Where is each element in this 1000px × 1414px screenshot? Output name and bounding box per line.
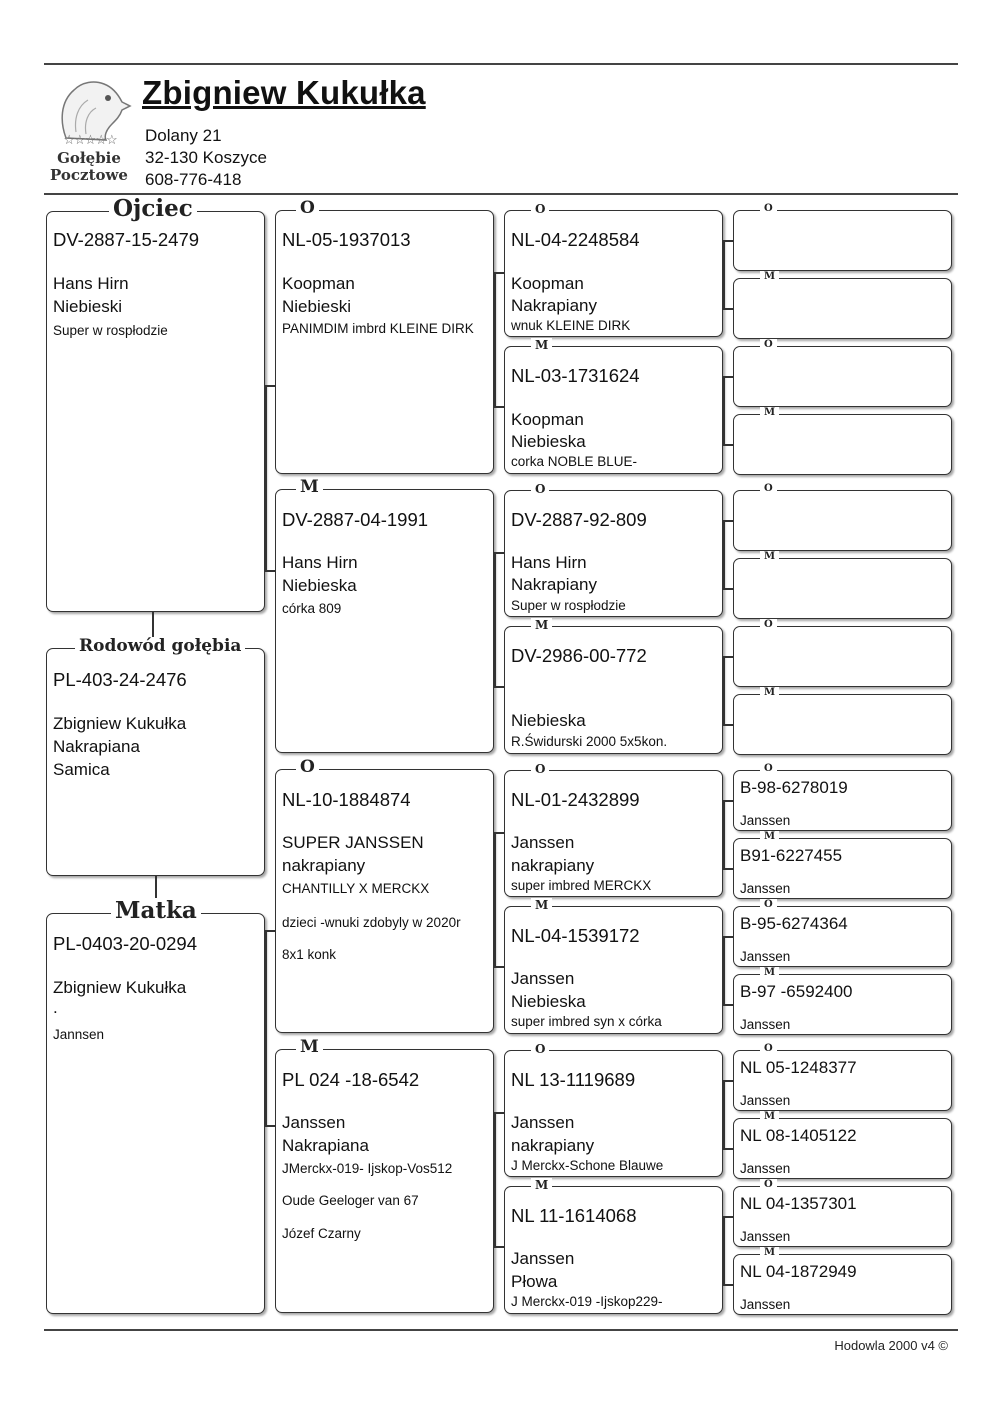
- logo-text-line1: Gołębie: [57, 149, 121, 167]
- sex-label-o: O: [760, 899, 777, 911]
- g3-box-mff: [504, 762, 723, 897]
- mother-note: Jannsen: [53, 1027, 105, 1042]
- ring: NL-04-1539172: [511, 925, 640, 946]
- ring: DV-2986-00-772: [511, 645, 647, 666]
- note: PANIMDIM imbrd KLEINE DIRK: [282, 321, 474, 336]
- ring: NL 05-1248377: [740, 1058, 857, 1077]
- bracket-line: [494, 686, 504, 688]
- ring: NL 13-1119689: [511, 1069, 636, 1090]
- color: Niebieska: [511, 992, 586, 1011]
- g4-box: [733, 831, 952, 899]
- g4-box: [733, 483, 952, 551]
- footer-rule: [44, 1329, 958, 1331]
- note: super imbred syn x córka: [511, 1014, 662, 1029]
- breeder: Hans Hirn: [282, 553, 358, 572]
- sex-label-m: M: [760, 687, 779, 699]
- note: Janssen: [740, 1161, 791, 1176]
- color: nakrapiany: [511, 856, 595, 875]
- sex-label-o: O: [531, 202, 549, 216]
- rating-stars: ☆☆☆☆☆: [63, 132, 117, 147]
- g4-box: [733, 271, 952, 339]
- father-box: [46, 195, 265, 612]
- sex-label-o: O: [531, 482, 549, 496]
- top-rule: [44, 63, 958, 65]
- g3-box-fmf: [504, 482, 723, 617]
- g4-box: [733, 407, 952, 475]
- note: J Merckx-Schone Blauwe: [511, 1158, 664, 1173]
- sex-label-m: M: [531, 618, 552, 632]
- ring: B-97 -6592400: [740, 982, 853, 1001]
- note-3: Józef Czarny: [282, 1226, 361, 1241]
- sex-label-m: M: [296, 478, 323, 496]
- bracket-line: [723, 376, 725, 444]
- bracket-line: [265, 385, 267, 570]
- g4-box: [733, 899, 952, 967]
- note: córka 809: [282, 601, 342, 616]
- ring: DV-2887-92-809: [511, 509, 647, 530]
- mother-ring: PL-0403-20-0294: [53, 933, 197, 954]
- bracket-line: [494, 1112, 504, 1114]
- breeder: Koopman: [511, 274, 584, 293]
- bracket-line: [265, 1125, 275, 1127]
- breeder: Janssen: [511, 1113, 575, 1132]
- note: R.Świdurski 2000 5x5kon.: [511, 734, 668, 749]
- bracket-line: [723, 656, 725, 724]
- sex-label-o: O: [760, 203, 777, 215]
- note: Janssen: [740, 1093, 791, 1108]
- subject-box: [46, 636, 265, 876]
- ring: NL 04-1872949: [740, 1262, 857, 1281]
- bracket-line: [494, 552, 496, 686]
- subject-breeder: Zbigniew Kukułka: [53, 714, 187, 733]
- owner-phone: 608-776-418: [145, 170, 242, 189]
- owner-address-street: Dolany 21: [145, 126, 222, 145]
- note-2: Oude Geeloger van 67: [282, 1193, 419, 1208]
- note: Janssen: [740, 1229, 791, 1244]
- sire-sire-box: [275, 198, 494, 474]
- ring: NL 04-1357301: [740, 1194, 857, 1213]
- color: Niebieski: [282, 297, 351, 316]
- mother-label: Matka: [111, 898, 201, 924]
- bracket-line: [723, 444, 733, 446]
- sex-label-o: O: [296, 758, 319, 776]
- bracket-line: [723, 800, 725, 868]
- sex-label-o: O: [296, 199, 319, 217]
- dam-sire-box: [275, 757, 494, 1033]
- color: Nakrapiany: [511, 575, 597, 594]
- g4-box: [733, 339, 952, 407]
- note: Super w rospłodzie: [511, 598, 626, 613]
- note: Janssen: [740, 881, 791, 896]
- color: Nakrapiany: [511, 296, 597, 315]
- bracket-line: [494, 1112, 496, 1246]
- ring: PL 024 -18-6542: [282, 1069, 420, 1090]
- footer-credit: Hodowla 2000 v4 ©: [834, 1338, 948, 1353]
- sex-label-m: M: [760, 271, 779, 283]
- ring: NL-01-2432899: [511, 789, 640, 810]
- note: wnuk KLEINE DIRK: [511, 318, 631, 333]
- mother-box: [46, 897, 265, 1314]
- ring: B-95-6274364: [740, 914, 848, 933]
- father-label: Ojciec: [109, 196, 197, 222]
- note-3: 8x1 konk: [282, 947, 337, 962]
- g4-box: [733, 203, 952, 271]
- bracket-line: [723, 936, 733, 938]
- bracket-line: [723, 800, 733, 802]
- sex-label-m: M: [760, 831, 779, 843]
- g4-box: [733, 687, 952, 755]
- g4-box: [733, 1247, 952, 1315]
- sex-label-o: O: [531, 1042, 549, 1056]
- father-note: Super w rospłodzie: [53, 323, 168, 338]
- ring: NL-05-1937013: [282, 229, 411, 250]
- note-2: dzieci -wnuki zdobyly w 2020r: [282, 915, 461, 930]
- note: JMerckx-019- Ijskop-Vos512: [282, 1161, 453, 1176]
- color: Nakrapiana: [282, 1136, 369, 1155]
- sex-label-m: M: [760, 1247, 779, 1259]
- g3-box-ffm: [504, 338, 723, 474]
- father-color: Niebieski: [53, 297, 122, 316]
- note: CHANTILLY X MERCKX: [282, 881, 430, 896]
- bracket-line: [265, 930, 267, 1125]
- mother-breeder: Zbigniew Kukułka: [53, 978, 187, 997]
- color: Niebieska: [282, 576, 357, 595]
- sire-dam-box: [275, 477, 494, 753]
- note: J Merckx-019 -Ijskop229-: [511, 1294, 663, 1309]
- bracket-line: [723, 1284, 733, 1286]
- bracket-line: [494, 272, 504, 274]
- g3-box-mfm: [504, 898, 723, 1034]
- g4-box: [733, 763, 952, 831]
- g4-box: [733, 1111, 952, 1179]
- bracket-line: [723, 868, 733, 870]
- note: Janssen: [740, 813, 791, 828]
- color: Niebieska: [511, 432, 586, 451]
- sex-label-m: M: [760, 551, 779, 563]
- color: nakrapiany: [511, 1136, 595, 1155]
- note: super imbred MERCKX: [511, 878, 652, 893]
- bracket-line: [494, 552, 504, 554]
- color: nakrapiany: [282, 856, 366, 875]
- g3-box-fff: [504, 202, 723, 337]
- sex-label-m: M: [760, 1111, 779, 1123]
- mother-color: .: [53, 998, 58, 1017]
- bracket-line: [723, 1216, 725, 1284]
- bracket-line: [723, 240, 733, 242]
- ring: NL-03-1731624: [511, 365, 640, 386]
- bracket-line: [723, 1004, 733, 1006]
- logo: [46, 72, 132, 188]
- bracket-line: [723, 1080, 733, 1082]
- ring: NL-04-2248584: [511, 229, 640, 250]
- bracket-line: [723, 936, 725, 1004]
- sex-label-m: M: [531, 898, 552, 912]
- bracket-line: [723, 1080, 725, 1148]
- pedigree-label: Rodowód gołębia: [75, 637, 245, 655]
- bracket-line: [723, 656, 733, 658]
- ring: DV-2887-04-1991: [282, 509, 429, 530]
- sex-label-o: O: [760, 339, 777, 351]
- g4-box: [733, 551, 952, 619]
- sex-label-m: M: [760, 967, 779, 979]
- bracket-line: [723, 308, 733, 310]
- sex-label-m: M: [760, 407, 779, 419]
- color: Płowa: [511, 1272, 558, 1291]
- breeder: Janssen: [282, 1113, 346, 1132]
- sex-label-o: O: [760, 1043, 777, 1055]
- bracket-line: [723, 520, 725, 588]
- owner-name: Zbigniew Kukułka: [142, 74, 426, 111]
- bracket-line: [494, 966, 504, 968]
- sex-label-o: O: [760, 619, 777, 631]
- ring: NL 08-1405122: [740, 1126, 857, 1145]
- bracket-line: [494, 832, 496, 966]
- ring: B91-6227455: [740, 846, 843, 865]
- breeder: SUPER JANSSEN: [282, 833, 424, 852]
- g4-box: [733, 967, 952, 1035]
- g3-box-mmf: [504, 1042, 723, 1177]
- bracket-line: [494, 1246, 504, 1248]
- bracket-line: [723, 376, 733, 378]
- color: Niebieska: [511, 711, 586, 730]
- bracket-line: [265, 385, 275, 387]
- note: Janssen: [740, 1297, 791, 1312]
- sex-label-m: M: [531, 1178, 552, 1192]
- breeder: Janssen: [511, 969, 575, 988]
- sex-label-o: O: [760, 1179, 777, 1191]
- breeder: Hans Hirn: [511, 553, 587, 572]
- bracket-line: [723, 1148, 733, 1150]
- sex-label-m: M: [296, 1038, 323, 1056]
- g4-box: [733, 619, 952, 687]
- father-breeder: Hans Hirn: [53, 274, 129, 293]
- bracket-line: [494, 406, 504, 408]
- breeder: Koopman: [282, 274, 355, 293]
- bracket-line: [265, 930, 275, 932]
- breeder: Koopman: [511, 410, 584, 429]
- bracket-line: [723, 520, 733, 522]
- bracket-line: [723, 240, 725, 308]
- g3-box-mmm: [504, 1178, 723, 1314]
- dam-dam-box: [275, 1037, 494, 1313]
- bracket-line: [723, 724, 733, 726]
- subject-ring: PL-403-24-2476: [53, 669, 187, 690]
- sex-label-o: O: [760, 763, 777, 775]
- father-ring: DV-2887-15-2479: [53, 229, 200, 250]
- ring: NL-10-1884874: [282, 789, 411, 810]
- bracket-line: [494, 832, 504, 834]
- g4-box: [733, 1043, 952, 1111]
- bracket-line: [265, 570, 275, 572]
- subject-sex: Samica: [53, 760, 110, 779]
- bracket-line: [494, 272, 496, 406]
- g3-box-fmm: [504, 618, 723, 754]
- ring: B-98-6278019: [740, 778, 848, 797]
- bracket-line: [723, 588, 733, 590]
- sex-label-o: O: [531, 762, 549, 776]
- subject-color: Nakrapiana: [53, 737, 140, 756]
- g4-box: [733, 1179, 952, 1247]
- owner-address-city: 32-130 Koszyce: [145, 148, 267, 167]
- breeder: Janssen: [511, 1249, 575, 1268]
- bracket-line: [723, 1216, 733, 1218]
- note: Janssen: [740, 949, 791, 964]
- note: corka NOBLE BLUE-: [511, 454, 638, 469]
- breeder: Janssen: [511, 833, 575, 852]
- note: Janssen: [740, 1017, 791, 1032]
- sex-label-m: M: [531, 338, 552, 352]
- sex-label-o: O: [760, 483, 777, 495]
- logo-text-line2: Pocztowe: [50, 166, 128, 184]
- ring: NL 11-1614068: [511, 1205, 637, 1226]
